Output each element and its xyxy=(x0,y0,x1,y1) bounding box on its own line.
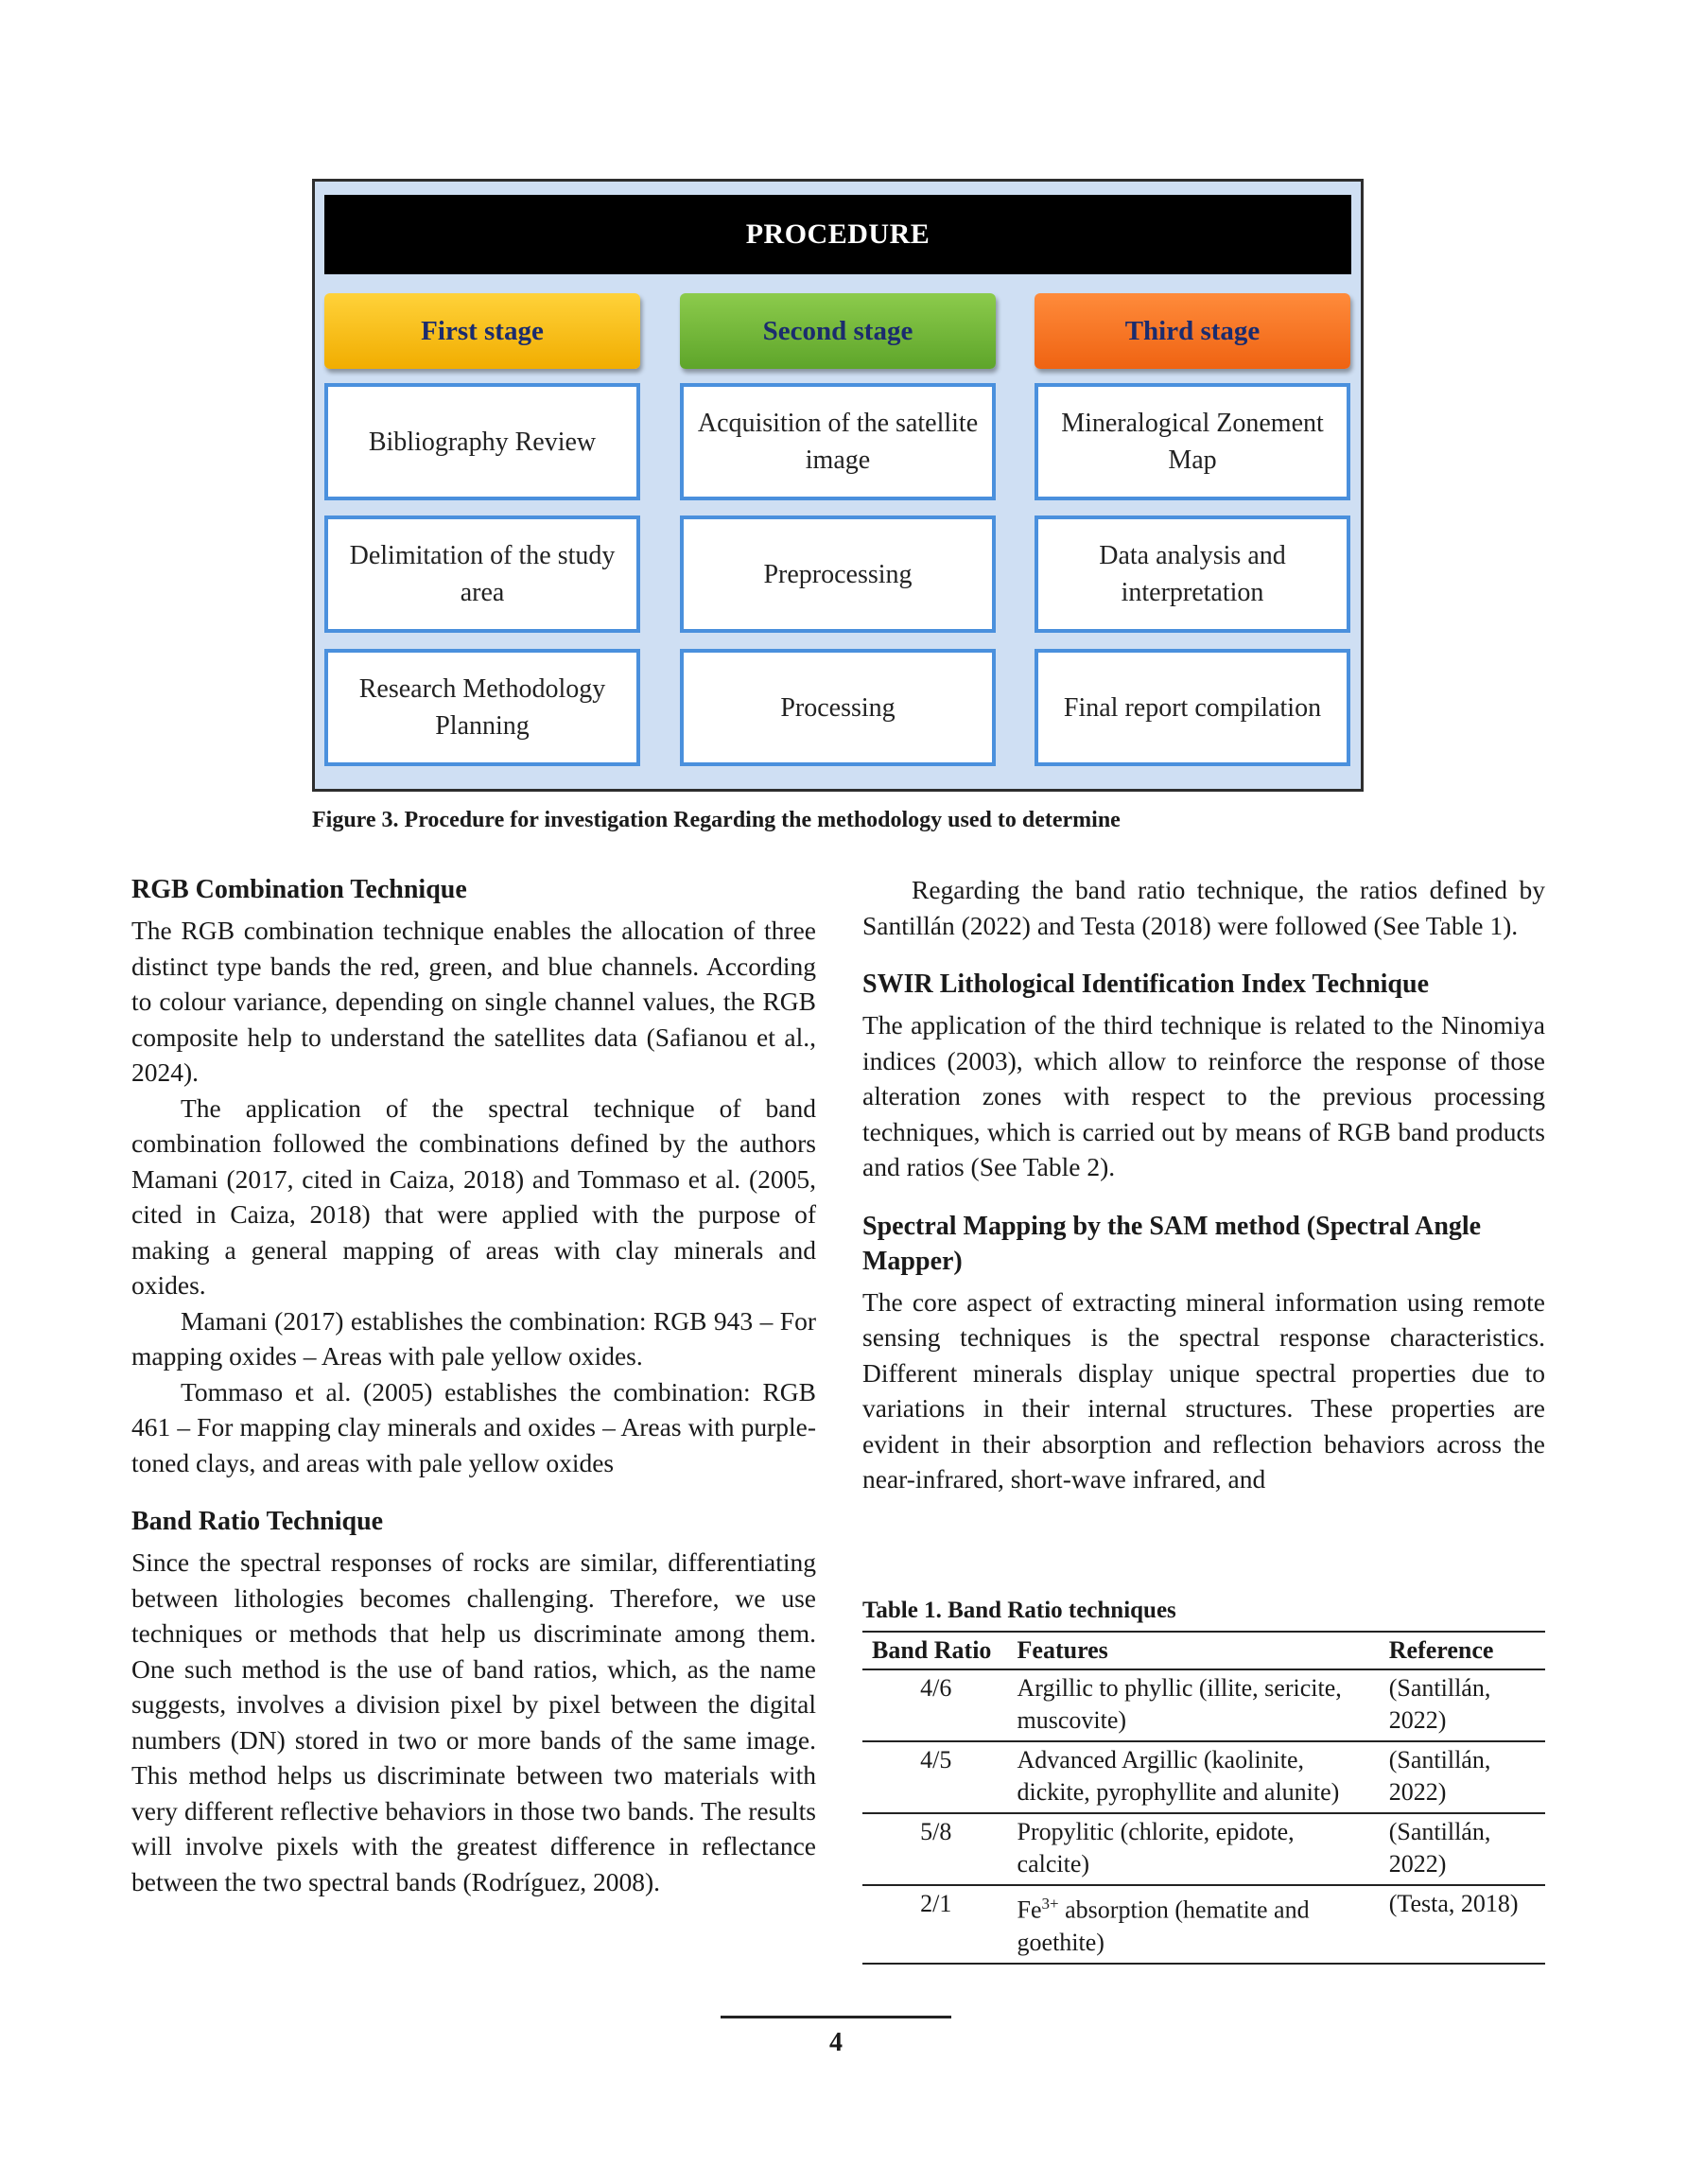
right-column xyxy=(862,872,1545,1497)
ratio-cell: 2/1 xyxy=(862,1885,1008,1964)
paragraph: The application of the third technique is related to the Ninomiya indices (2003), which allow to reinforce the response of those alteration zones with respect to the previous processing techniques, which is carried out by means of RGB band products and ratios (See Table 2). xyxy=(862,1010,1545,1181)
section-heading-band-ratio: Band Ratio Technique xyxy=(131,1507,384,1536)
left-column xyxy=(131,872,816,1899)
reference-cell: (Santillán, 2022) xyxy=(1380,1669,1545,1741)
section-heading-sam: Spectral Mapping by the SAM method (Spectral Angle Mapper) xyxy=(862,1211,1482,1276)
ratio-cell: 5/8 xyxy=(862,1813,1008,1885)
features-cell: Advanced Argillic (kaolinite, dickite, pyrophyllite and alunite) xyxy=(1008,1741,1380,1813)
band-ratio-table xyxy=(862,1631,1545,1965)
step-box: Delimitation of the study area xyxy=(324,515,640,633)
table-row xyxy=(862,1741,1545,1813)
table-1 xyxy=(862,1595,1545,1965)
ratio-cell: 4/5 xyxy=(862,1741,1008,1813)
table-row xyxy=(862,1813,1545,1885)
page-number: 4 xyxy=(829,2028,843,2057)
column-header: Reference xyxy=(1380,1632,1545,1669)
section-heading-rgb: RGB Combination Technique xyxy=(131,875,467,904)
ratio-cell: 4/6 xyxy=(862,1669,1008,1741)
step-box: Acquisition of the satellite image xyxy=(680,383,996,500)
paragraph: Since the spectral responses of rocks are similar, differentiating between lithologies becomes challenging. Therefore, we use techniques or methods that help us discriminate among them. One such method is the use of band ratios, which, as the name suggests, involves a division pixel by pixel between the digital numbers (DN) stored in two or more bands of the same image. This method helps us discriminate between two materials with very different reflective behaviors in those two bands. The results will involve pixels with the greatest difference in reflectance between the two spectral bands (Rodríguez, 2008). xyxy=(131,1547,816,1896)
paragraph: Tommaso et al. (2005) establishes the combination: RGB 461 – For mapping clay minerals and oxides – Areas with purple-toned clays, and areas with pale yellow oxides xyxy=(131,1376,816,1477)
procedure-header: PROCEDURE xyxy=(324,195,1351,274)
step-box: Final report compilation xyxy=(1035,649,1350,766)
reference-cell: (Testa, 2018) xyxy=(1380,1885,1545,1964)
paragraph: The application of the spectral technique of band combination followed the combinations defined by the authors Mamani (2017, cited in Caiza, 2018) and Tommaso et al. (2005, cited in Caiza, 2018) that were applied with the purpose of making a general mapping of areas with clay minerals and oxides. xyxy=(131,1092,816,1300)
features-text: absorption (hematite and goethite) xyxy=(1017,1896,1310,1956)
step-box: Preprocessing xyxy=(680,515,996,633)
step-box: Research Methodology Planning xyxy=(324,649,640,766)
stage-second-title: Second stage xyxy=(680,293,996,369)
stage-third-title: Third stage xyxy=(1035,293,1350,369)
section-heading-swir: SWIR Lithological Identification Index Technique xyxy=(862,970,1430,999)
step-box: Mineralogical Zonement Map xyxy=(1035,383,1350,500)
features-cell: Propylitic (chlorite, epidote, calcite) xyxy=(1008,1813,1380,1885)
step-box: Bibliography Review xyxy=(324,383,640,500)
paragraph: Mamani (2017) establishes the combination: RGB 943 – For mapping oxides – Areas with pale yellow oxides. xyxy=(131,1305,816,1371)
table-row xyxy=(862,1669,1545,1741)
reference-cell: (Santillán, 2022) xyxy=(1380,1741,1545,1813)
figure-caption: Figure 3. Procedure for investigation Regarding the methodology used to determine xyxy=(312,808,1121,832)
column-header: Band Ratio xyxy=(862,1632,1008,1669)
features-cell: Argillic to phyllic (illite, sericite, muscovite) xyxy=(1008,1669,1380,1741)
step-box: Data analysis and interpretation xyxy=(1035,515,1350,633)
features-cell xyxy=(1008,1885,1380,1964)
superscript: 3+ xyxy=(1041,1895,1059,1913)
footer-rule xyxy=(721,2016,951,2018)
paragraph: Regarding the band ratio technique, the ratios defined by Santillán (2022) and Testa (2018) were followed (See Table 1). xyxy=(862,875,1545,940)
step-box: Processing xyxy=(680,649,996,766)
column-header: Features xyxy=(1008,1632,1380,1669)
table-title: Table 1. Band Ratio techniques xyxy=(862,1598,1176,1623)
paragraph: The RGB combination technique enables the allocation of three distinct type bands the red, green, and blue channels. According to colour variance, depending on single channel values, the RGB composite help to understand the satellites data (Safianou et al., 2024). xyxy=(131,916,816,1087)
procedure-figure xyxy=(312,179,1364,792)
features-text: Fe xyxy=(1017,1896,1042,1924)
paragraph: The core aspect of extracting mineral information using remote sensing techniques is the spectral response characteristics. Different minerals display unique spectral properties due to variations in their internal structures. These properties are evident in their absorption and reflection behaviors across the near-infrared, short-wave infrared, and xyxy=(862,1286,1545,1494)
table-header-row xyxy=(862,1632,1545,1669)
stage-first-title: First stage xyxy=(324,293,640,369)
table-row xyxy=(862,1885,1545,1964)
reference-cell: (Santillán, 2022) xyxy=(1380,1813,1545,1885)
